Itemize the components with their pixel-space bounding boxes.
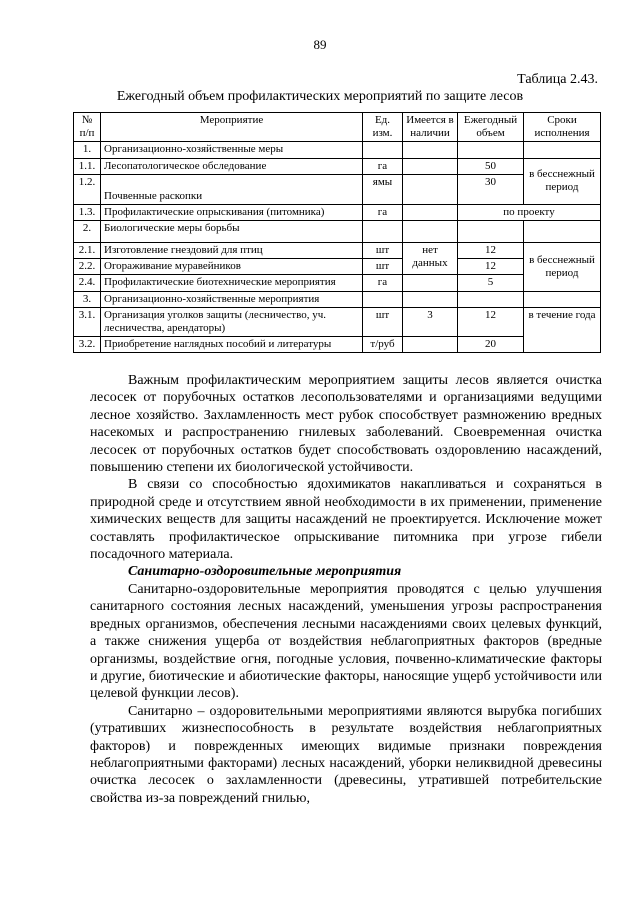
table-row <box>74 142 601 158</box>
row-annual: 50 <box>458 158 524 174</box>
table-row <box>74 158 601 174</box>
row-measure: Профилактические опрыскивания (питомника) <box>101 204 363 220</box>
table-header-row <box>74 113 601 142</box>
table-row <box>74 291 601 307</box>
paragraph: В связи со способностью ядохимикатов накапливаться и сохраняться в природной среде и отсутствием явной необходимости в их применении, применение химических веществ для защиты насаждений не проектируется. Исключение может составлять профилактическое опрыскивание питомника при угрозе гибели посадочного материала. <box>90 477 602 563</box>
paragraph: Санитарно-оздоровительные мероприятия проводятся с целью улучшения санитарного состояния лесных насаждений, уменьшения угрозы распространения вредных организмов, обеспечения лесными насаждениями своих целевых функций, а также снижения ущерба от воздействия неблагоприятных факторов (вредные организмы, воздействие огня, погодные условия, почвенно-климатические факторы и другие, биотические и абиотические факторы, наносящие ущерб устойчивости или целевой функции лесов). <box>90 581 602 702</box>
measures-table <box>73 112 601 353</box>
row-measure: Организация уголков защиты (лесничество, уч. лесничества, арендаторы) <box>101 307 363 336</box>
paragraph: Санитарно – оздоровительными мероприятиями являются вырубка погибших (утративших жизнеспособность в результате воздействия неблагоприятных факторов) и поврежденных имеющих видимые признаки повреждения неблагоприятными факторами) лесных насаждений, уборки неликвидной древесины очистка лесосек о захламленности (древесины, утратившей потребительские свойства из-за повреждений гнилью, <box>90 703 602 806</box>
table-row <box>74 204 601 220</box>
row-annual: 30 <box>458 174 524 204</box>
row-num: 1. <box>74 142 101 158</box>
row-annual: 5 <box>458 275 524 291</box>
row-unit: га <box>363 158 403 174</box>
row-num: 2. <box>74 220 101 242</box>
table-row <box>74 337 601 353</box>
row-num: 1.1. <box>74 158 101 174</box>
row-available: нет данных <box>403 242 458 274</box>
table-row <box>74 242 601 258</box>
row-num: 1.2. <box>74 174 101 204</box>
row-measure: Организационно-хозяйственные мероприятия <box>101 291 363 307</box>
page-number: 89 <box>313 37 327 52</box>
row-annual: 12 <box>458 307 524 336</box>
row-unit: т/руб <box>363 337 403 353</box>
header-annual: Ежегодный объем <box>458 113 524 142</box>
section-heading: Санитарно-оздоровительные мероприятия <box>128 564 402 580</box>
row-unit: га <box>363 275 403 291</box>
row-num: 3.1. <box>74 307 101 336</box>
row-annual: по проекту <box>458 204 601 220</box>
row-measure: Огораживание муравейников <box>101 259 363 275</box>
header-measure: Мероприятие <box>101 113 363 142</box>
paragraph: Важным профилактическим мероприятием защиты лесов является очистка лесосек от порубочных остатков лесопользователями и организациями ведущими лесное хозяйство. Захламленность мест рубок способствует размножению вредных насекомых и распространению гнилевых заболеваний. Своевременная очистка лесосек от порубочных остатков будет способствовать оздоровлению насаждений, повышению степени их биологической устойчивости. <box>90 373 602 476</box>
row-unit: ямы <box>363 174 403 204</box>
body-text <box>90 372 602 807</box>
row-terms: в бесснежный период <box>524 158 601 204</box>
header-terms: Сроки исполнения <box>524 113 601 142</box>
row-num: 2.1. <box>74 242 101 258</box>
row-unit: шт <box>363 242 403 258</box>
row-num: 2.4. <box>74 275 101 291</box>
row-unit: шт <box>363 307 403 336</box>
row-annual: 12 <box>458 242 524 258</box>
row-num: 1.3. <box>74 204 101 220</box>
row-unit: га <box>363 204 403 220</box>
table-row <box>74 307 601 336</box>
header-unit: Ед. изм. <box>363 113 403 142</box>
row-terms: в бесснежный период <box>524 242 601 291</box>
row-measure: Лесопатологическое обследование <box>101 158 363 174</box>
table-row <box>74 275 601 291</box>
table-row <box>74 259 601 275</box>
table-label: Таблица 2.43. <box>517 72 598 87</box>
row-num: 3.2. <box>74 337 101 353</box>
row-measure: Биологические меры борьбы <box>101 220 363 242</box>
row-measure: Изготовление гнездовий для птиц <box>101 242 363 258</box>
table-row <box>74 174 601 204</box>
header-num: № п/п <box>74 113 101 142</box>
row-annual: 20 <box>458 337 524 353</box>
row-unit: шт <box>363 259 403 275</box>
table-title: Ежегодный объем профилактических мероприятий по защите лесов <box>116 89 524 104</box>
header-available: Имеется в наличии <box>403 113 458 142</box>
row-measure: Организационно-хозяйственные меры <box>101 142 363 158</box>
row-num: 2.2. <box>74 259 101 275</box>
table-row <box>74 220 601 242</box>
row-available: 3 <box>403 307 458 336</box>
row-annual: 12 <box>458 259 524 275</box>
row-measure: Профилактические биотехнические мероприятия <box>101 275 363 291</box>
row-measure: Приобретение наглядных пособий и литературы <box>101 337 363 353</box>
row-num: 3. <box>74 291 101 307</box>
row-terms: в течение года <box>524 307 601 353</box>
row-measure: Почвенные раскопки <box>101 174 363 204</box>
